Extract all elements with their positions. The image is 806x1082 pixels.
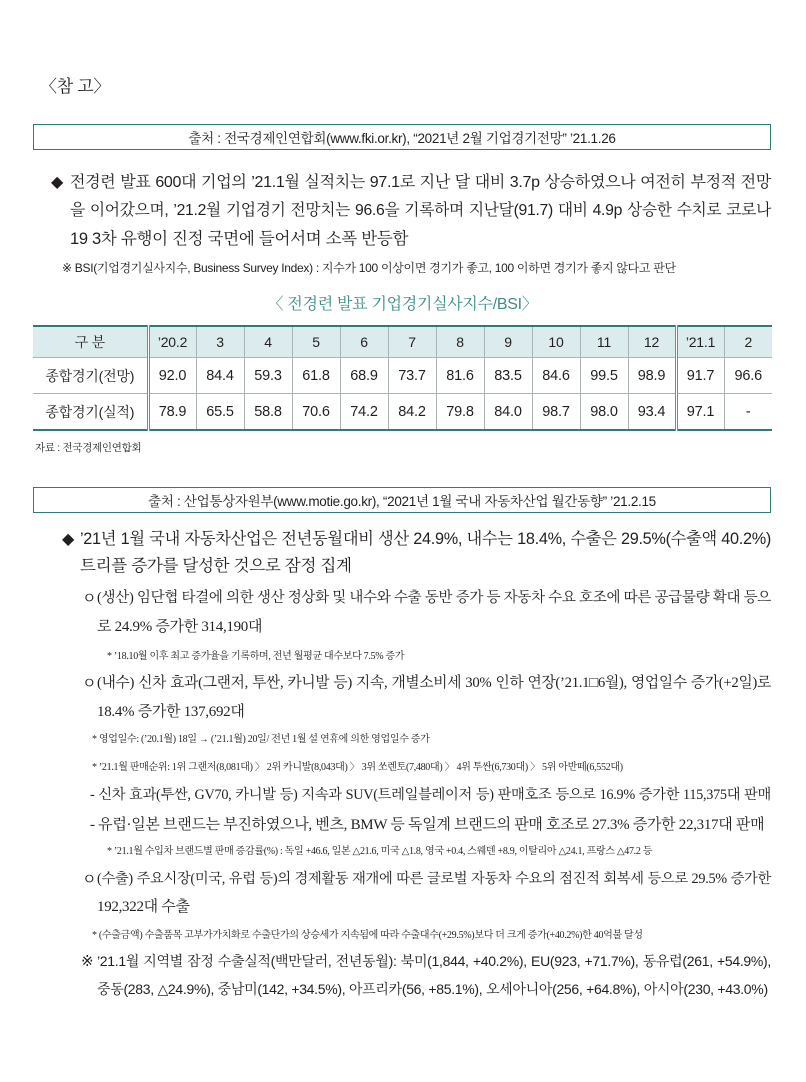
reference-label: 〈참 고〉 [40, 77, 111, 96]
source-box-fki [33, 124, 771, 150]
bullet-line: ’21년 1월 국내 자동차산업은 전년동월대비 생산 24.9%, 내수는 18.4%, 수출은 29.5%(수출액 40.2%) [80, 530, 771, 548]
table-value-cell: 68.9 [340, 358, 388, 394]
production-line: (생산) 임단협 타결에 의한 생산 정상화 및 내수와 수출 동반 증가 등 자동차 수요 호조에 따른 공급물량 확대 등으 [97, 590, 771, 606]
table-value-cell: 83.5 [484, 358, 532, 394]
bsi-table [33, 325, 772, 431]
table-value-cell: 59.3 [244, 358, 292, 394]
table-value-cell: 58.8 [244, 394, 292, 431]
table-value-cell: 97.1 [676, 394, 724, 431]
bullet-line: 을 이어갔으며, ’21.2월 기업경기 전망치는 96.6을 기록하며 지난달(91.7) 대비 4.9p 상승한 수치로 코로나 [70, 202, 771, 219]
table-header-period-cell: 7 [388, 326, 436, 358]
bullet-line: 19 3차 유행이 진정 국면에 들어서며 소폭 반등함 [70, 230, 409, 248]
diamond-bullet-icon: ◆ [62, 531, 75, 548]
domestic-footnote: * 영업일수: (’20.1월) 18일 → (’21.1월) 20일/ 전년 1월 설 연휴에 의한 영업일수 증가 [92, 734, 430, 745]
circle-bullet-icon: ㅇ [82, 591, 97, 607]
bullet-line: 전경련 발표 600대 기업의 ’21.1월 실적치는 97.1로 지난 달 대비 3.7p 상승하였으나 여전히 부정적 전망 [70, 174, 771, 191]
source-text: 출처 : 산업통상자원부(www.motie.go.kr), “2021년 1월 국내 자동차산업 월간동향” ’21.2.15 [148, 494, 656, 509]
table-value-cell: 98.0 [580, 394, 628, 431]
regional-export-line: ’21.1월 지역별 잠정 수출실적(백만달러, 전년동월): 북미(1,844, +40.2%), EU(923, +71.7%), 동유럽(261, +54.9%), [97, 953, 771, 969]
table-value-cell: - [724, 394, 772, 431]
table-header-period-cell: 5 [292, 326, 340, 358]
source-text: 출처 : 전국경제인연합회(www.fki.or.kr), “2021년 2월 기업경기전망” ’21.1.26 [188, 131, 616, 146]
table-value-cell: 84.4 [196, 358, 244, 394]
domestic-sub-item: - 신차 효과(투싼, GV70, 카니발 등) 지속과 SUV(트레일블레이저 등) 판매호조 등으로 16.9% 증가한 115,375대 판매 [90, 787, 771, 803]
table-value-cell: 61.8 [292, 358, 340, 394]
reference-mark-icon: ※ [81, 953, 94, 970]
table-value-cell: 91.7 [676, 358, 724, 394]
table-header-row [33, 326, 772, 358]
table-header-period-cell: 12 [628, 326, 676, 358]
table-row [33, 358, 772, 394]
table-row-label: 종합경기(전망) [33, 358, 148, 394]
table-body [33, 358, 772, 431]
table-header [33, 326, 772, 358]
table-row-label: 종합경기(실적) [33, 394, 148, 431]
table-value-cell: 81.6 [436, 358, 484, 394]
bsi-definition-note: ※ BSI(기업경기실사지수, Business Survey Index) : 지수가 100 이상이면 경기가 좋고, 100 이하면 경기가 좋지 않다고 판단 [62, 261, 676, 275]
table-value-cell: 84.2 [388, 394, 436, 431]
table-row [33, 394, 772, 431]
export-line: (수출) 주요시장(미국, 유럽 등)의 경제활동 재개에 따른 글로벌 자동차 수요의 점진적 회복세 등으로 29.5% 증가한 [97, 871, 771, 887]
bullet-line: 트리플 증가를 달성한 것으로 잠정 집계 [80, 557, 352, 575]
table-source: 자료 : 전국경제인연합회 [35, 442, 142, 454]
table-header-period-cell: 4 [244, 326, 292, 358]
table-value-cell: 92.0 [148, 358, 196, 394]
table-title: 〈 전경련 발표 기업경기실사지수/BSI〉 [267, 296, 538, 313]
table-value-cell: 84.6 [532, 358, 580, 394]
production-footnote: * ’18.10월 이후 최고 증가율을 기록하며, 전년 월평균 대수보다 7.5% 증가 [107, 651, 405, 662]
table-value-cell: 65.5 [196, 394, 244, 431]
table-value-cell: 93.4 [628, 394, 676, 431]
source-box-motie [33, 487, 771, 513]
import-brand-footnote: * ’21.1월 수입차 브랜드별 판매 증감률(%) : 독일 +46.6, 일본 △21.6, 미국 △1.8, 영국 +0.4, 스웨덴 +8.9, 이탈리아 △24.1, 프랑스 △47.2 등 [107, 846, 653, 857]
table-value-cell: 73.7 [388, 358, 436, 394]
table-header-period-cell: 10 [532, 326, 580, 358]
domestic-sub-item: - 유럽·일본 브랜드는 부진하였으나, 벤츠, BMW 등 독일계 브랜드의 판매 호조로 27.3% 증가한 22,317대 판매 [90, 817, 765, 833]
table-value-cell: 96.6 [724, 358, 772, 394]
table-value-cell: 99.5 [580, 358, 628, 394]
production-line: 로 24.9% 증가한 314,190대 [97, 619, 263, 635]
table-value-cell: 74.2 [340, 394, 388, 431]
table-value-cell: 84.0 [484, 394, 532, 431]
table-header-period-cell: 11 [580, 326, 628, 358]
export-line: 192,322대 수출 [97, 899, 190, 915]
table-header-period-cell: 6 [340, 326, 388, 358]
table-value-cell: 98.9 [628, 358, 676, 394]
table-value-cell: 70.6 [292, 394, 340, 431]
table-header-period-cell: 3 [196, 326, 244, 358]
export-footnote: * (수출금액) 수출품목 고부가가치화로 수출단가의 상승세가 지속됨에 따라 수출대수(+29.5%)보다 더 크게 증가(+40.2%)한 40억불 달성 [92, 930, 643, 941]
table-header-period-cell: ’21.1 [676, 326, 724, 358]
table-header-period-cell: ’20.2 [148, 326, 196, 358]
circle-bullet-icon: ㅇ [82, 872, 97, 888]
table-header-period-cell: 2 [724, 326, 772, 358]
domestic-line: 18.4% 증가한 137,692대 [97, 704, 245, 720]
domestic-line: (내수) 신차 효과(그랜저, 투싼, 카니발 등) 지속, 개별소비세 30% 인하 연장(’21.1□6월), 영업일수 증가(+2일)로 [97, 675, 771, 691]
table-value-cell: 79.8 [436, 394, 484, 431]
table-header-label-cell: 구 분 [33, 326, 148, 358]
diamond-bullet-icon: ◆ [51, 174, 64, 191]
table-value-cell: 98.7 [532, 394, 580, 431]
domestic-footnote: * ’21.1월 판매순위: 1위 그랜저(8,081대) 〉 2위 카니발(8,043대) 〉 3위 쏘렌토(7,480대) 〉 4위 투싼(6,730대) 〉 5위 아반떼(6,552대) [92, 762, 623, 773]
table-header-period-cell: 9 [484, 326, 532, 358]
regional-export-line: 중동(283, △24.9%), 중남미(142, +34.5%), 아프리카(56, +85.1%), 오세아니아(256, +64.8%), 아시아(230, +43.0%) [97, 981, 768, 997]
circle-bullet-icon: ㅇ [82, 676, 97, 692]
table-value-cell: 78.9 [148, 394, 196, 431]
table-header-period-cell: 8 [436, 326, 484, 358]
